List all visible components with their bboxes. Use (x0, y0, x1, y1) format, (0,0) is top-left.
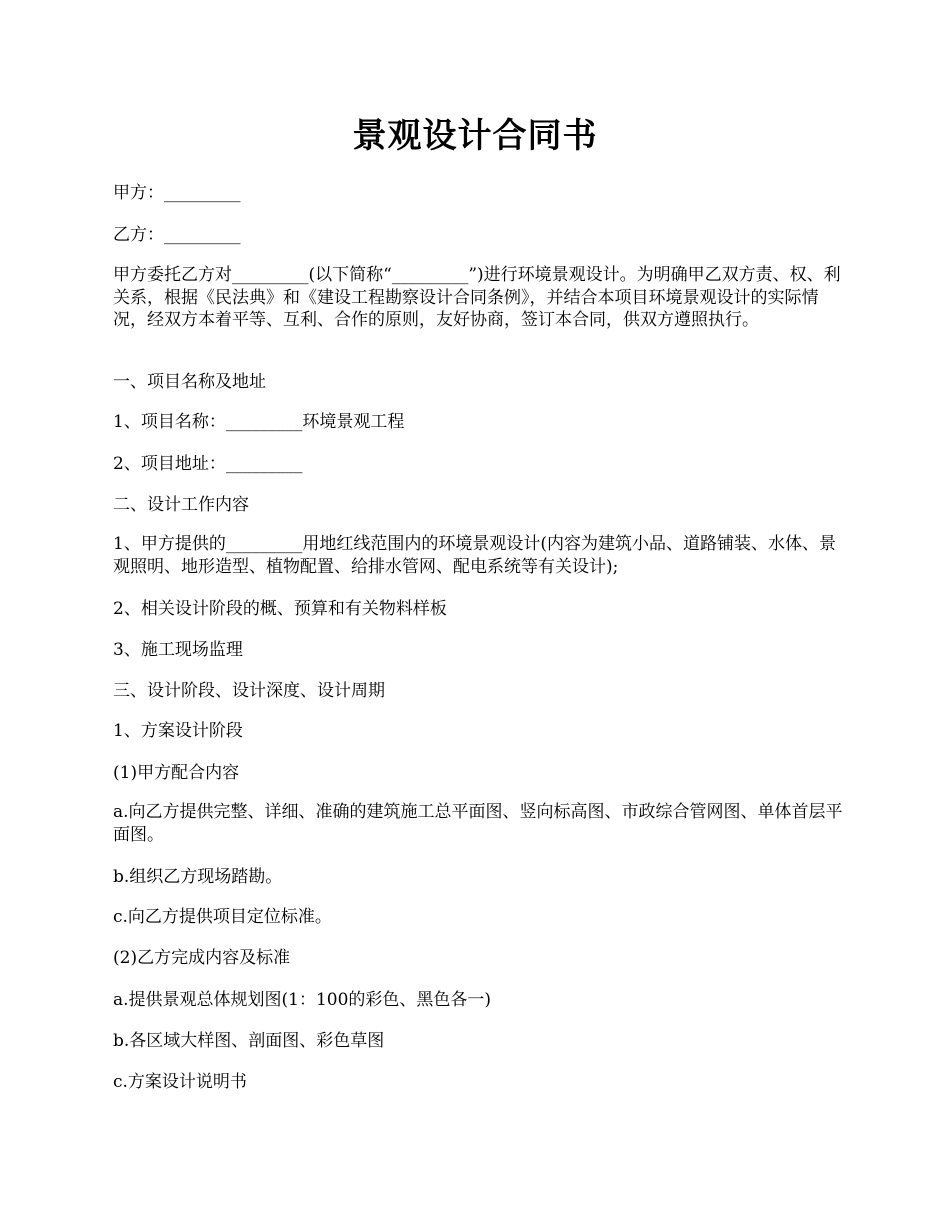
party-b-line: 乙方：_________ (113, 225, 241, 245)
party-a-line: 甲方：_________ (113, 183, 241, 203)
preamble-paragraph: 甲方委托乙方对_________(以下简称“_________”)进行环境景观设计。为明确甲乙双方责、权、利关系，根据《民法典》和《建设工程勘察设计合同条例》，并结合本项目环境景观设计的实际情况，经双方本着平等、互利、合作的原则，友好协商，签订本合同，供双方遵照执行。 (113, 265, 841, 330)
party-b-task-b: b.各区域大样图、剖面图、彩色草图 (113, 1031, 385, 1051)
party-b-task-a: a.提供景观总体规划图(1：100的彩色、黑色各一) (113, 990, 492, 1010)
stage-heading: 1、方案设计阶段 (113, 721, 243, 741)
party-a-task-a: a.向乙方提供完整、详细、准确的建筑施工总平面图、竖向标高图、市政综合管网图、单体首层平面图。 (113, 802, 843, 845)
party-a-task-c: c.向乙方提供项目定位标准。 (113, 907, 332, 927)
section-heading-2: 二、设计工作内容 (113, 495, 249, 515)
party-a-tasks-heading: (1)甲方配合内容 (113, 763, 240, 783)
section-heading-1: 一、项目名称及地址 (113, 372, 266, 392)
project-name-line: 1、项目名称：_________环境景观工程 (113, 412, 405, 432)
document-title: 景观设计合同书 (352, 116, 598, 156)
party-b-task-c: c.方案设计说明书 (113, 1072, 247, 1092)
design-scope-item-3: 3、施工现场监理 (113, 640, 243, 660)
party-a-task-b: b.组织乙方现场踏勘。 (113, 867, 283, 887)
project-address-line: 2、项目地址：_________ (113, 454, 303, 474)
design-scope-item-2: 2、相关设计阶段的概、预算和有关物料样板 (113, 599, 447, 619)
section-heading-3: 三、设计阶段、设计深度、设计周期 (113, 681, 385, 701)
design-scope-item-1: 1、甲方提供的_________用地红线范围内的环境景观设计(内容为建筑小品、道路铺装、水体、景观照明、地形造型、植物配置、给排水管网、配电系统等有关设计); (113, 534, 836, 577)
party-b-tasks-heading: (2)乙方完成内容及标准 (113, 948, 291, 968)
